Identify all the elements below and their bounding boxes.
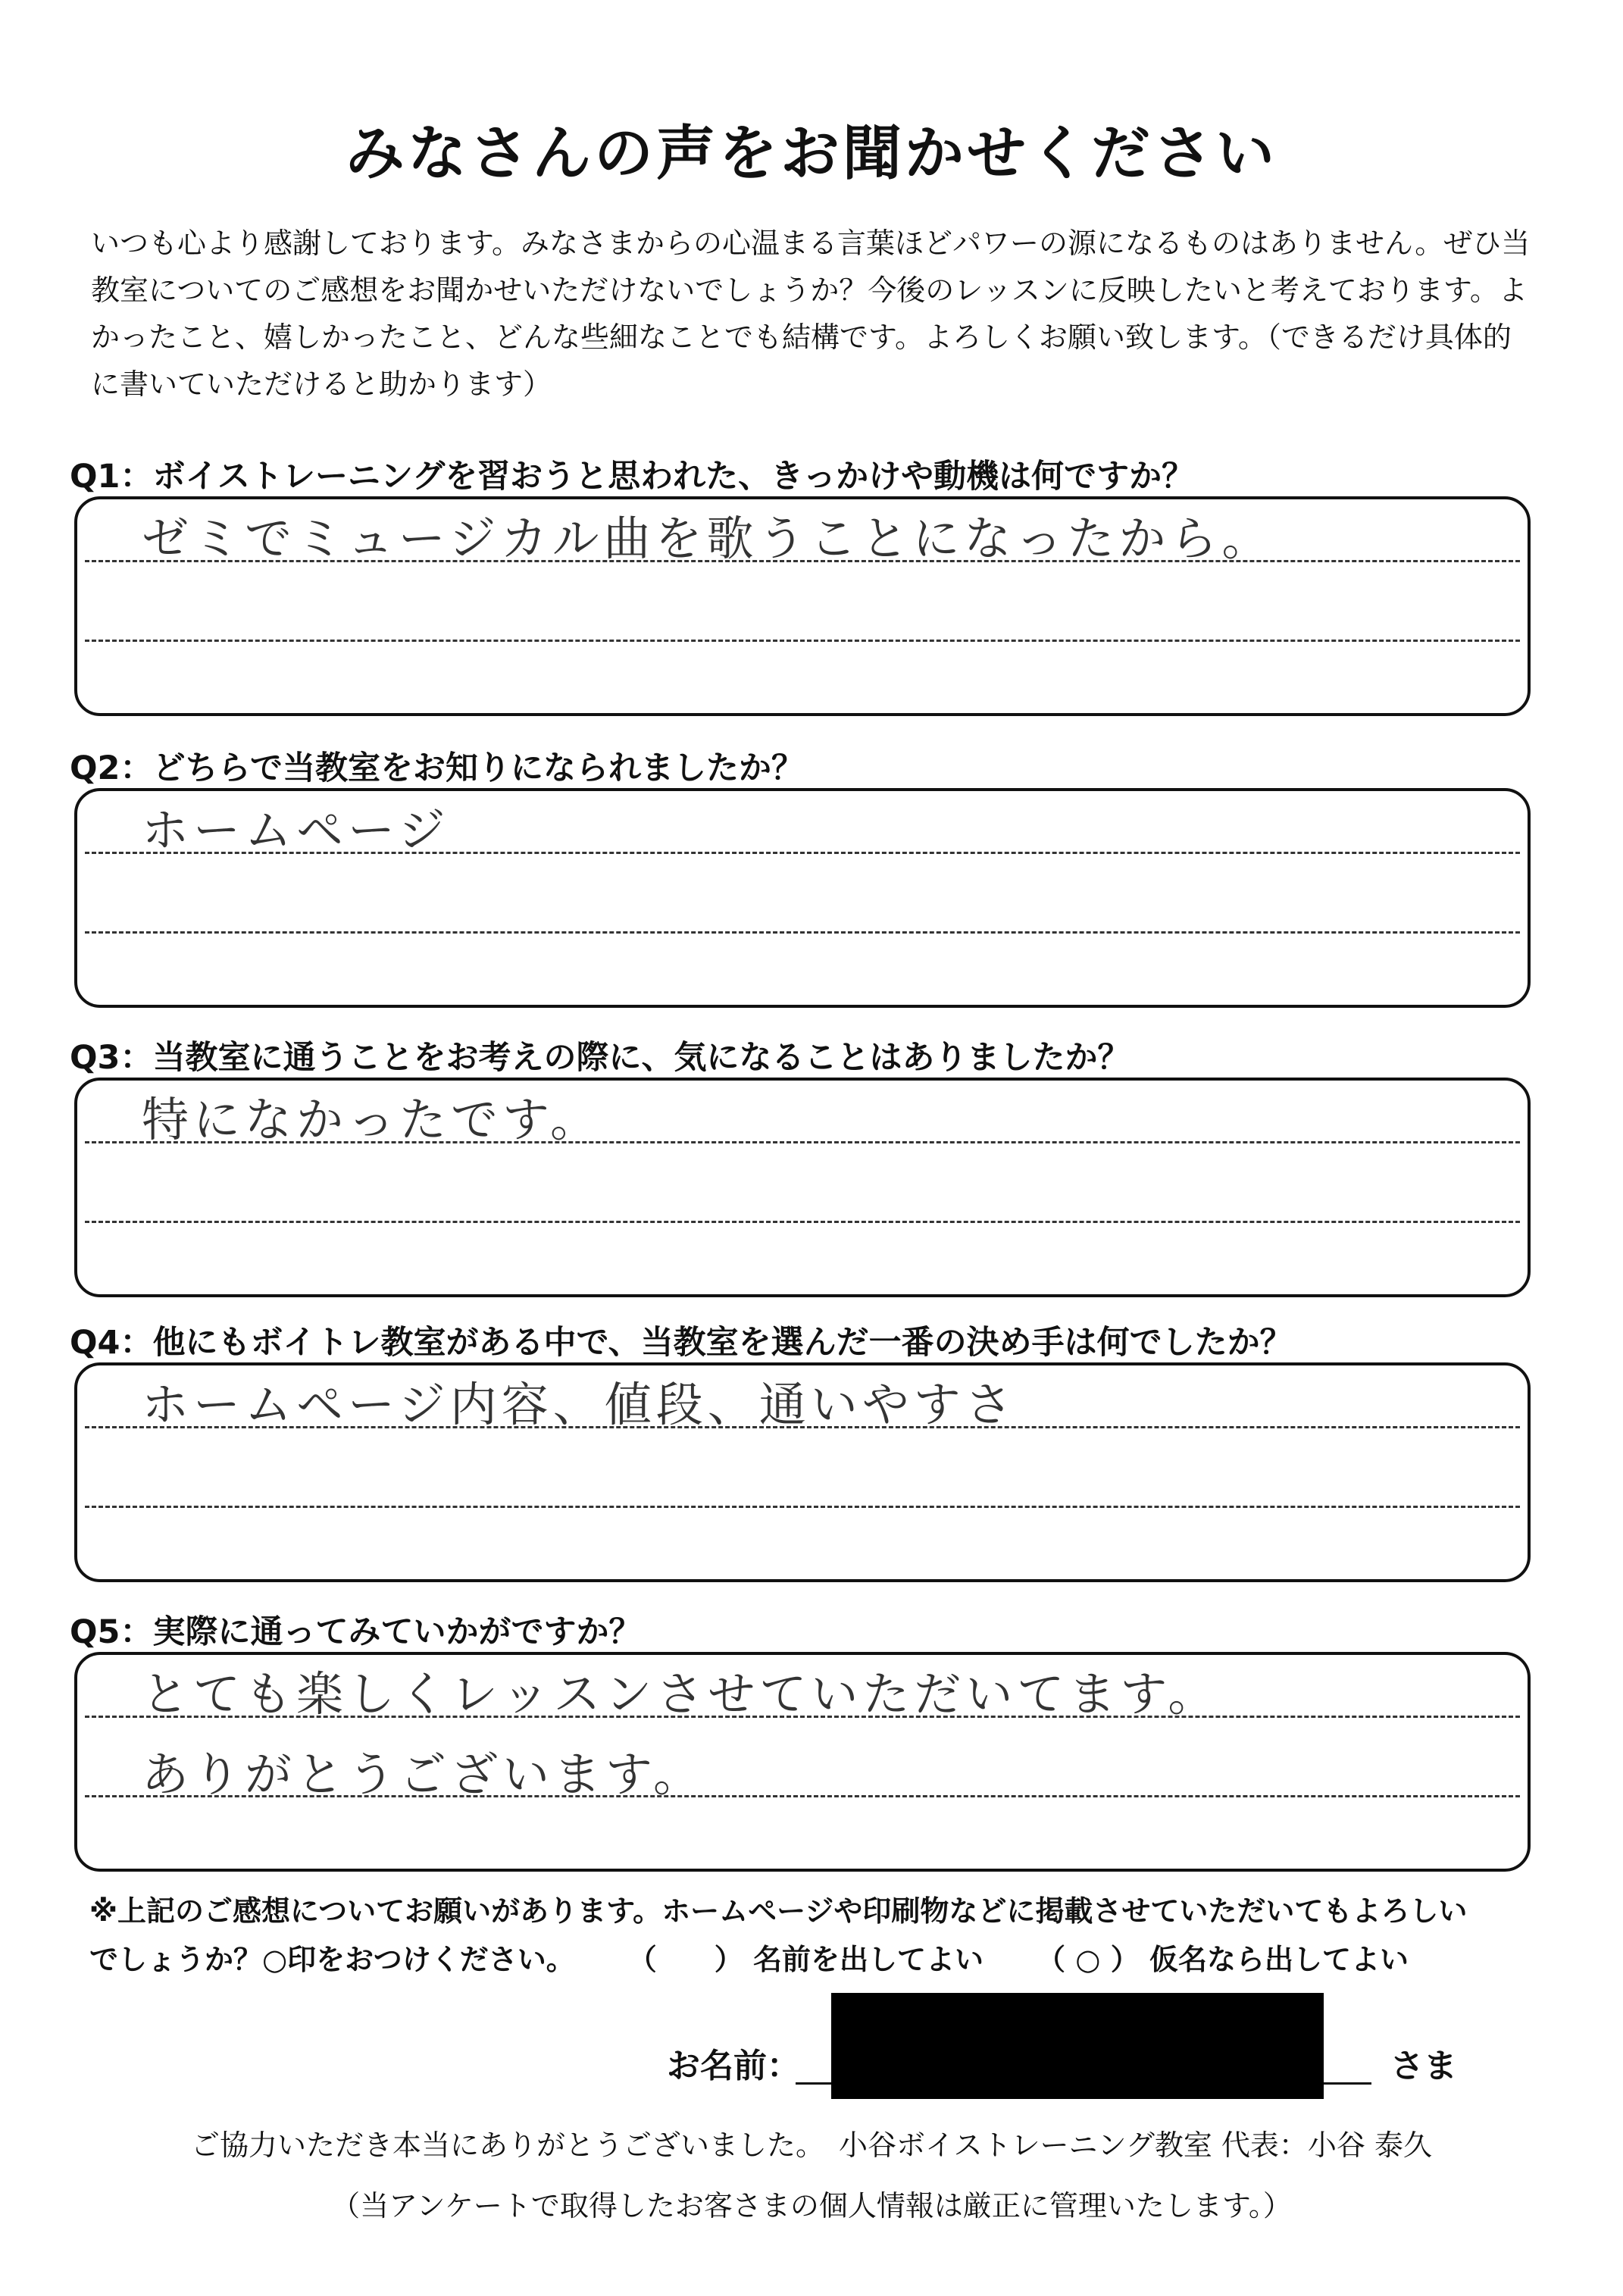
name-field[interactable]	[667, 2031, 1538, 2091]
name-suffix: さま	[1390, 2047, 1457, 2085]
question-5-label: Q5：実際に通ってみていかがですか？	[70, 1613, 642, 1651]
consent-section	[89, 1887, 1544, 1984]
option-1-label: 名前を出してよい	[753, 1943, 984, 1976]
answer-box-1[interactable]	[74, 496, 1531, 716]
question-3-label: Q3：当教室に通うことをお考えの際に、気になることはありましたか？	[70, 1039, 1130, 1077]
option-1-checkbox[interactable]: （ ）	[627, 1943, 743, 1976]
answer-5-line-1: とても楽しくレッスンさせていただいてます。	[142, 1666, 1220, 1722]
answer-box-4[interactable]	[74, 1362, 1531, 1582]
circle-mark-icon[interactable]: ○	[1075, 1943, 1101, 1976]
option-2-close: ）	[1110, 1943, 1140, 1976]
answer-3-line-1: 特になかったです。	[142, 1092, 602, 1147]
intro-text: いつも心より感謝しております。みなさまからの心温まる言葉ほどパワーの源になるものはありません。ぜひ当教室についてのご感想をお聞かせいただけないでしょうか？今後のレッスンに反映したいと考えております。よかったこと、嬉しかったこと、どんな些細なことでも結構です。よろしくお願い致します。（できるだけ具体的に書いていただけると助かります）	[91, 227, 1531, 401]
answer-4-line-1: ホームページ内容、値段、通いやすさ	[142, 1377, 1017, 1432]
answer-box-5[interactable]	[74, 1652, 1531, 1872]
consent-instruction: でしょうか？○印をおつけください。	[89, 1943, 575, 1976]
name-label: お名前：	[667, 2047, 800, 2085]
answer-1-line-1: ゼミでミュージカル曲を歌うことになったから。	[142, 511, 1274, 566]
answer-box-2[interactable]	[74, 788, 1531, 1008]
answer-line	[85, 1506, 1520, 1508]
answer-line	[85, 931, 1520, 934]
answer-line	[85, 640, 1520, 642]
thanks-text: ご協力いただき本当にありがとうございました。 小谷ボイストレーニング教室 代表：小谷 泰久	[190, 2129, 1433, 2162]
option-2-label: 仮名なら出してよい	[1149, 1943, 1409, 1976]
privacy-note: （当アンケートで取得したお客さまの個人情報は厳正に管理いたします。）	[331, 2189, 1292, 2222]
page-title: みなさんの声をお聞かせください	[345, 120, 1277, 188]
answer-5-line-2: ありがとうございます。	[142, 1747, 705, 1802]
option-2-open: （	[1037, 1943, 1066, 1976]
consent-option-pseudonym[interactable]	[1037, 1935, 1409, 1984]
answer-2-line-1: ホームページ	[142, 802, 450, 858]
question-2-label: Q2：どちらで当教室をお知りになられましたか？	[70, 749, 805, 787]
consent-note: ※上記のご感想についてお願いがあります。ホームページや印刷物などに掲載させていただいてもよろしい	[89, 1894, 1468, 1928]
redacted-name-block	[831, 1993, 1324, 2099]
answer-box-3[interactable]	[74, 1078, 1531, 1297]
question-4-label: Q4：他にもボイトレ教室がある中で、当教室を選んだ一番の決め手は何でしたか？	[70, 1324, 1293, 1362]
answer-line	[85, 1221, 1520, 1223]
consent-option-name[interactable]	[628, 1935, 983, 1984]
question-1-label: Q1：ボイストレーニングを習おうと思われた、きっかけや動機は何ですか？	[70, 458, 1195, 496]
